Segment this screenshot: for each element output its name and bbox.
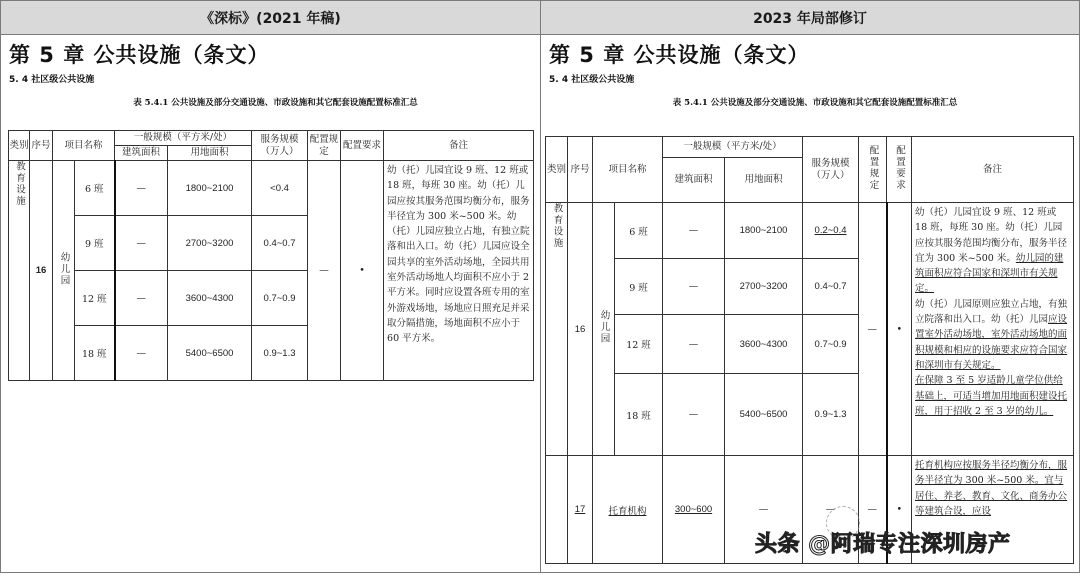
col-building-area: 建筑面积 — [115, 146, 168, 161]
col-config-rule: 配置规定 — [308, 131, 341, 161]
sub-item-cell: 12 班 — [75, 271, 115, 326]
number-cell: 16 — [568, 203, 593, 456]
config-req-cell: • — [341, 161, 384, 381]
service-scale-cell: 0.7~0.9 — [252, 271, 308, 326]
land-area-cell: 3600~4300 — [725, 315, 803, 374]
col-config-req: 配置要求 — [887, 137, 912, 203]
land-area-cell: — — [725, 456, 803, 564]
remarks-cell: 托育机构应按服务半径均衡分布，服务半径宜为 300 米~500 米。宜与居住、养老、教育、文化、商务办公等建筑合设，应设 — [912, 456, 1074, 564]
sub-item-cell: 9 班 — [615, 259, 663, 315]
land-area-cell: 2700~3200 — [168, 216, 252, 271]
building-area-cell: — — [663, 374, 725, 456]
section-title: 5. 4 社区级公共设施 — [9, 75, 95, 85]
sub-item-cell: 6 班 — [615, 203, 663, 259]
col-config-rule: 配置规定 — [859, 137, 887, 203]
col-land-area: 用地面积 — [168, 146, 252, 161]
col-category: 类别 — [546, 137, 568, 203]
col-item-name: 项目名称 — [593, 137, 663, 203]
item-cell: 托育机构 — [593, 456, 663, 564]
sub-item-cell: 12 班 — [615, 315, 663, 374]
col-remarks: 备注 — [384, 131, 534, 161]
category-cell-cont — [546, 456, 568, 564]
standards-table-2021 — [8, 130, 534, 381]
col-general-scale: 一般规模（平方米/处） — [115, 131, 252, 146]
land-area-cell: 3600~4300 — [168, 271, 252, 326]
table-caption: 表 5.4.1 公共设施及部分交通设施、市政设施和其它配套设施配置标准汇总 — [672, 98, 958, 108]
building-area-cell: — — [115, 216, 168, 271]
chapter-title: 第 5 章 公共设施（条文） — [549, 43, 810, 67]
building-area-cell: — — [115, 326, 168, 381]
item-cell: 幼儿园 — [593, 203, 615, 456]
table-caption: 表 5.4.1 公共设施及部分交通设施、市政设施和其它配套设施配置标准汇总 — [133, 98, 418, 108]
section-title: 5. 4 社区级公共设施 — [549, 75, 635, 85]
land-area-cell: 2700~3200 — [725, 259, 803, 315]
col-number: 序号 — [30, 131, 53, 161]
pane-2023-revision — [541, 0, 1080, 573]
building-area-cell: — — [663, 259, 725, 315]
service-scale-cell: — — [803, 456, 859, 564]
sub-item-cell: 18 班 — [75, 326, 115, 381]
number-cell: 16 — [30, 161, 53, 381]
service-scale-cell: 0.7~0.9 — [803, 315, 859, 374]
config-req-cell: • — [887, 456, 912, 564]
building-area-cell: — — [115, 271, 168, 326]
service-scale-cell: 0.4~0.7 — [803, 259, 859, 315]
standards-table-2023 — [545, 136, 1074, 564]
pane-header-2021: 《深标》(2021 年稿) — [1, 1, 540, 35]
col-building-area: 建筑面积 — [663, 158, 725, 203]
service-scale-cell: 0.9~1.3 — [252, 326, 308, 381]
watermark: 头条 @阿瑞专注深圳房产 — [755, 532, 1011, 557]
building-area-cell: 300~600 — [663, 456, 725, 564]
land-area-cell: 1800~2100 — [168, 161, 252, 216]
service-scale-cell: 0.2~0.4 — [803, 203, 859, 259]
config-rule-cell: — — [859, 203, 887, 456]
item-cell: 幼儿园 — [53, 161, 75, 381]
col-land-area: 用地面积 — [725, 158, 803, 203]
col-service-scale: 服务规模（万人） — [252, 131, 308, 161]
service-scale-cell: 0.4~0.7 — [252, 216, 308, 271]
col-general-scale: 一般规模（平方米/处） — [663, 137, 803, 158]
col-number: 序号 — [568, 137, 593, 203]
config-rule-cell: — — [308, 161, 341, 381]
remarks-cell: 幼（托）儿园宜设 9 班、12 班或 18 班，每班 30 座。幼（托）儿园应按其服务范围均衡分布，服务半径宜为 300 米~500 米。幼（托）儿园应独立占地，有独立院落和出入口。幼（托）儿园应设全园共享的室外活动场地，全园共用室外活动场地人均面积不应小于 2 平方米。同时应设置各班专用的室外游戏场地，场地应日照充足并采取分隔措施，场地面积不应小于 60 平方米。 — [384, 161, 534, 381]
sub-item-cell: 9 班 — [75, 216, 115, 271]
sub-item-cell: 18 班 — [615, 374, 663, 456]
chapter-title: 第 5 章 公共设施（条文） — [9, 43, 270, 67]
config-req-cell: • — [887, 203, 912, 456]
service-scale-cell: 0.9~1.3 — [803, 374, 859, 456]
col-item-name: 项目名称 — [53, 131, 115, 161]
building-area-cell: — — [663, 315, 725, 374]
col-remarks: 备注 — [912, 137, 1074, 203]
building-area-cell: — — [115, 161, 168, 216]
service-scale-cell: <0.4 — [252, 161, 308, 216]
col-service-scale: 服务规模（万人） — [803, 137, 859, 203]
pane-header-2023: 2023 年局部修订 — [541, 1, 1079, 35]
land-area-cell: 1800~2100 — [725, 203, 803, 259]
building-area-cell: — — [663, 203, 725, 259]
pane-2021-draft — [0, 0, 541, 573]
remarks-cell: 幼（托）儿园宜设 9 班、12 班或 18 班，每班 30 座。幼（托）儿园应按其服务范围均衡分布，服务半径宜为 300 米~500 米。幼儿园的建筑面积应符合国家和深圳市有关规定。 幼（托）儿园原则应独立占地，有独立院落和出入口。幼（托）儿园应设置室外活动场地，室外活动场地的面积规模和相应的设施要求应符合国家和深圳市有关规定。 在保障 3 至 5 岁适龄儿童学位供给基础上，可适当增加用地面积建设托班，用于招收 2 至 3 岁的幼儿。 — [912, 203, 1074, 456]
col-category: 类别 — [9, 131, 30, 161]
category-cell: 教育设施 — [9, 161, 30, 381]
col-config-req: 配置要求 — [341, 131, 384, 161]
category-cell: 教育设施 — [546, 203, 568, 456]
config-rule-cell: — — [859, 456, 887, 564]
number-cell: 17 — [568, 456, 593, 564]
land-area-cell: 5400~6500 — [725, 374, 803, 456]
land-area-cell: 5400~6500 — [168, 326, 252, 381]
sub-item-cell: 6 班 — [75, 161, 115, 216]
